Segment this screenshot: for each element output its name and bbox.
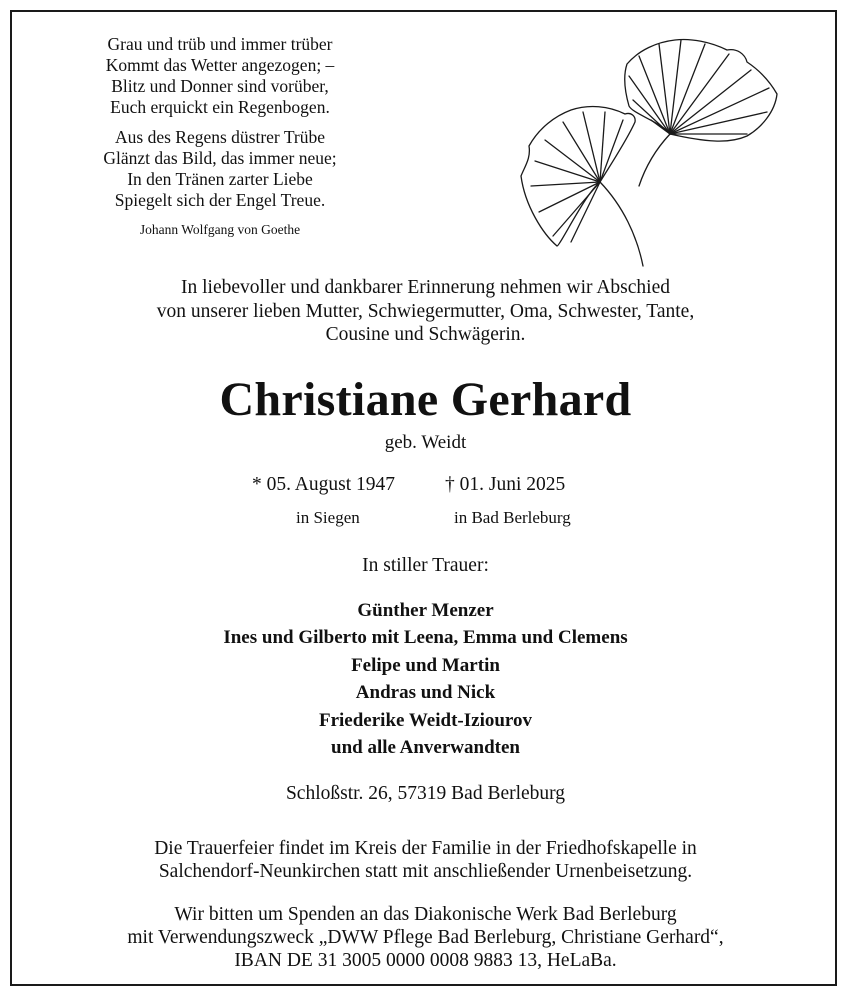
ceremony-notice [0,837,851,883]
poem-line: In den Tränen zarter Liebe [127,169,313,189]
donation-line: IBAN DE 31 3005 0000 0008 9883 13, HeLaBa. [234,950,617,971]
mourner: Ines und Gilberto mit Leena, Emma und Clemens [223,627,628,649]
poem-line: Blitz und Donner sind vorüber, [111,76,329,96]
donation-notice [0,903,851,972]
birth-place: in Siegen [296,508,360,527]
poem-line: Glänzt das Bild, das immer neue; [103,148,337,168]
mourner: und alle Anverwandten [331,737,520,759]
birth-date: * 05. August 1947 [252,474,396,495]
intro-line: von unserer lieben Mutter, Schwiegermutter, Oma, Schwester, Tante, [156,300,695,322]
poem-author: Johann Wolfgang von Goethe [139,222,301,237]
death-date: † 01. Juni 2025 [445,474,566,495]
intro-line: Cousine und Schwägerin. [325,324,526,345]
deceased-name: Christiane Gerhard [219,373,632,426]
donation-line: Wir bitten um Spenden an das Diakonische Werk Bad Berleburg [174,904,677,925]
mourner: Günther Menzer [357,600,494,621]
mourners-list [0,597,851,761]
poem-stanza-2 [100,127,340,211]
poem-line: Grau und trüb und immer trüber [107,34,333,54]
goethe-poem [100,34,340,240]
ceremony-line: Die Trauerfeier findet im Kreis der Familie in der Friedhofskapelle in [154,838,697,859]
mourner: Friederike Weidt-Iziourov [318,709,533,731]
poem-line: Kommt das Wetter angezogen; – [105,55,335,75]
poem-stanza-1 [100,34,340,118]
mourner: Andras und Nick [355,682,496,704]
ginkgo-leaves-icon [515,36,785,268]
donation-line: mit Verwendungszweck „DWW Pflege Bad Berleburg, Christiane Gerhard“, [127,927,724,948]
farewell-intro [0,276,851,347]
family-address: Schloßstr. 26, 57319 Bad Berleburg [285,783,566,804]
mourning-heading: In stiller Trauer: [362,555,489,576]
poem-line: Aus des Regens düstrer Trübe [115,127,325,147]
birth-name: geb. Weidt [384,432,467,453]
poem-line: Euch erquickt ein Regenbogen. [110,97,330,117]
intro-line: In liebevoller und dankbarer Erinnerung nehmen wir Abschied [181,277,670,298]
ceremony-line: Salchendorf-Neunkirchen statt mit anschließender Urnenbeisetzung. [158,861,693,882]
life-dates [0,474,851,534]
poem-line: Spiegelt sich der Engel Treue. [114,190,326,210]
mourner: Felipe und Martin [351,654,500,676]
death-place: in Bad Berleburg [454,508,571,527]
